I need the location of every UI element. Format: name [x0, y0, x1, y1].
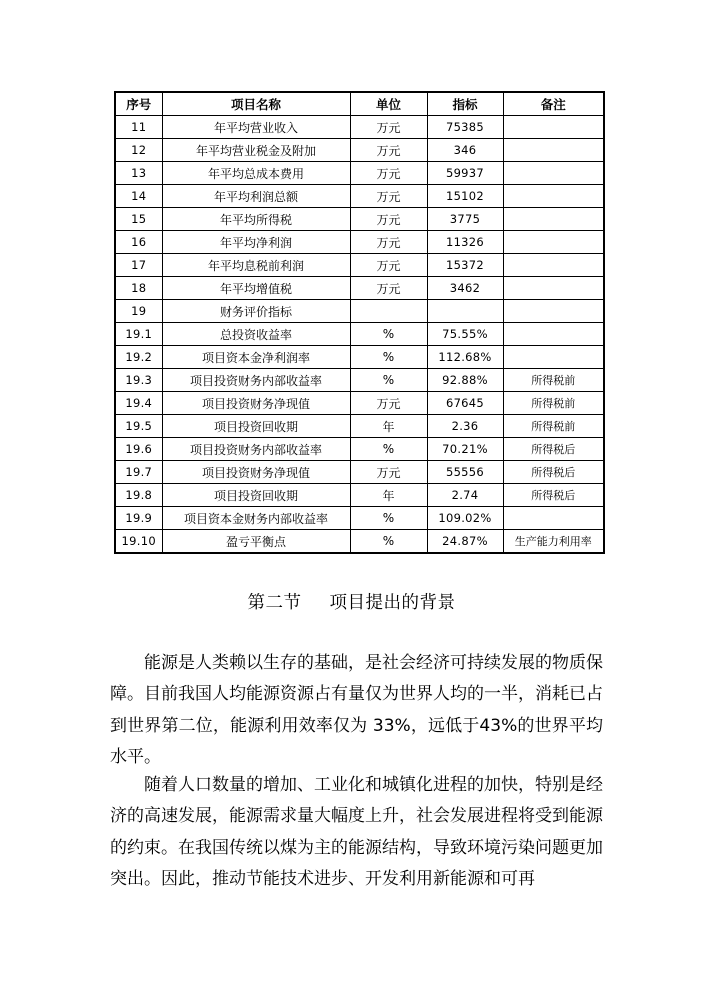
indicator-value: 59937	[427, 162, 503, 185]
header-no: 序号	[115, 92, 162, 116]
item-name: 年平均所得税	[162, 208, 350, 231]
row-number: 19	[115, 300, 162, 323]
unit-cell: 万元	[350, 461, 427, 484]
row-number: 19.6	[115, 438, 162, 461]
paragraph-energy-basis	[110, 648, 603, 774]
indicator-value: 2.74	[427, 484, 503, 507]
remark-cell	[503, 185, 604, 208]
table-row	[115, 507, 604, 530]
row-number: 19.9	[115, 507, 162, 530]
unit-cell: 万元	[350, 392, 427, 415]
item-name: 年平均营业税金及附加	[162, 139, 350, 162]
table-body	[115, 116, 604, 554]
section-number: 第二节	[247, 593, 302, 613]
item-name: 总投资收益率	[162, 323, 350, 346]
paragraph-text: 能源是人类赖以生存的基础，是社会经济可持续发展的物质保障。目前我国人均能源资源占有量仅为世界人均的一半，消耗已占到世界第二位，能源利用效率仅为 33%，远低于43%的世界平均水平。	[110, 653, 603, 768]
row-number: 11	[115, 116, 162, 139]
row-number: 13	[115, 162, 162, 185]
header-item-name: 项目名称	[162, 92, 350, 116]
indicator-value: 75.55%	[427, 323, 503, 346]
table-row	[115, 461, 604, 484]
unit-cell: %	[350, 369, 427, 392]
item-name: 年平均净利润	[162, 231, 350, 254]
table-row	[115, 139, 604, 162]
row-number: 19.3	[115, 369, 162, 392]
row-number: 19.2	[115, 346, 162, 369]
item-name: 项目投资回收期	[162, 484, 350, 507]
unit-cell: 万元	[350, 208, 427, 231]
remark-cell	[503, 208, 604, 231]
item-name: 项目投资财务内部收益率	[162, 369, 350, 392]
item-name: 项目投资财务净现值	[162, 392, 350, 415]
indicator-value: 109.02%	[427, 507, 503, 530]
unit-cell: 万元	[350, 277, 427, 300]
remark-cell: 所得税后	[503, 484, 604, 507]
remark-cell	[503, 116, 604, 139]
remark-cell: 所得税前	[503, 392, 604, 415]
table-row	[115, 185, 604, 208]
indicator-value: 15372	[427, 254, 503, 277]
remark-cell: 生产能力利用率	[503, 530, 604, 554]
remark-cell	[503, 346, 604, 369]
row-number: 19.1	[115, 323, 162, 346]
remark-cell: 所得税后	[503, 461, 604, 484]
indicator-value: 15102	[427, 185, 503, 208]
row-number: 14	[115, 185, 162, 208]
item-name: 项目资本金净利润率	[162, 346, 350, 369]
section-heading	[0, 589, 703, 614]
paragraph-text: 随着人口数量的增加、工业化和城镇化进程的加快，特别是经济的高速发展，能源需求量大幅度上升，社会发展进程将受到能源的约束。在我国传统以煤为主的能源结构，导致环境污染问题更加突出。因此，推动节能技术进步、开发利用新能源和可再	[110, 775, 603, 890]
unit-cell: 万元	[350, 139, 427, 162]
item-name: 年平均营业收入	[162, 116, 350, 139]
unit-cell: 万元	[350, 162, 427, 185]
item-name: 年平均总成本费用	[162, 162, 350, 185]
table-row	[115, 346, 604, 369]
table-row	[115, 438, 604, 461]
table-header-row	[115, 92, 604, 116]
indicator-value: 24.87%	[427, 530, 503, 554]
unit-cell: 年	[350, 484, 427, 507]
indicator-value: 67645	[427, 392, 503, 415]
row-number: 19.5	[115, 415, 162, 438]
row-number: 16	[115, 231, 162, 254]
header-indicator: 指标	[427, 92, 503, 116]
unit-cell: 万元	[350, 254, 427, 277]
indicator-value	[427, 300, 503, 323]
remark-cell: 所得税后	[503, 438, 604, 461]
table-row	[115, 162, 604, 185]
unit-cell: %	[350, 438, 427, 461]
header-unit: 单位	[350, 92, 427, 116]
indicator-value: 346	[427, 139, 503, 162]
indicator-value: 55556	[427, 461, 503, 484]
indicator-value: 2.36	[427, 415, 503, 438]
remark-cell	[503, 300, 604, 323]
row-number: 19.10	[115, 530, 162, 554]
table-row	[115, 254, 604, 277]
indicator-value: 11326	[427, 231, 503, 254]
unit-cell: %	[350, 530, 427, 554]
unit-cell: %	[350, 323, 427, 346]
row-number: 19.7	[115, 461, 162, 484]
financial-indicators-table	[114, 91, 605, 554]
row-number: 15	[115, 208, 162, 231]
indicator-value: 75385	[427, 116, 503, 139]
remark-cell	[503, 162, 604, 185]
table-row	[115, 484, 604, 507]
unit-cell: %	[350, 507, 427, 530]
unit-cell: 万元	[350, 185, 427, 208]
remark-cell: 所得税前	[503, 415, 604, 438]
item-name: 年平均息税前利润	[162, 254, 350, 277]
item-name: 项目投资财务净现值	[162, 461, 350, 484]
row-number: 19.4	[115, 392, 162, 415]
paragraph-population-growth	[110, 770, 603, 896]
table-row	[115, 369, 604, 392]
unit-cell: 万元	[350, 231, 427, 254]
indicator-value: 112.68%	[427, 346, 503, 369]
remark-cell	[503, 231, 604, 254]
remark-cell	[503, 507, 604, 530]
unit-cell: 万元	[350, 116, 427, 139]
indicator-value: 92.88%	[427, 369, 503, 392]
table-row	[115, 323, 604, 346]
table-row	[115, 530, 604, 554]
table-row	[115, 392, 604, 415]
table-row	[115, 116, 604, 139]
indicator-value: 3462	[427, 277, 503, 300]
indicator-value: 3775	[427, 208, 503, 231]
table-row	[115, 277, 604, 300]
table-row	[115, 300, 604, 323]
table-row	[115, 208, 604, 231]
remark-cell	[503, 254, 604, 277]
item-name: 年平均利润总额	[162, 185, 350, 208]
row-number: 19.8	[115, 484, 162, 507]
table-row	[115, 415, 604, 438]
unit-cell: %	[350, 346, 427, 369]
unit-cell	[350, 300, 427, 323]
item-name: 项目投资回收期	[162, 415, 350, 438]
row-number: 17	[115, 254, 162, 277]
section-title-text: 项目提出的背景	[329, 593, 456, 613]
remark-cell	[503, 323, 604, 346]
item-name: 项目投资财务内部收益率	[162, 438, 350, 461]
item-name: 财务评价指标	[162, 300, 350, 323]
row-number: 18	[115, 277, 162, 300]
item-name: 盈亏平衡点	[162, 530, 350, 554]
item-name: 项目资本金财务内部收益率	[162, 507, 350, 530]
header-remark: 备注	[503, 92, 604, 116]
remark-cell	[503, 277, 604, 300]
indicator-value: 70.21%	[427, 438, 503, 461]
table-row	[115, 231, 604, 254]
remark-cell	[503, 139, 604, 162]
remark-cell: 所得税前	[503, 369, 604, 392]
item-name: 年平均增值税	[162, 277, 350, 300]
unit-cell: 年	[350, 415, 427, 438]
row-number: 12	[115, 139, 162, 162]
